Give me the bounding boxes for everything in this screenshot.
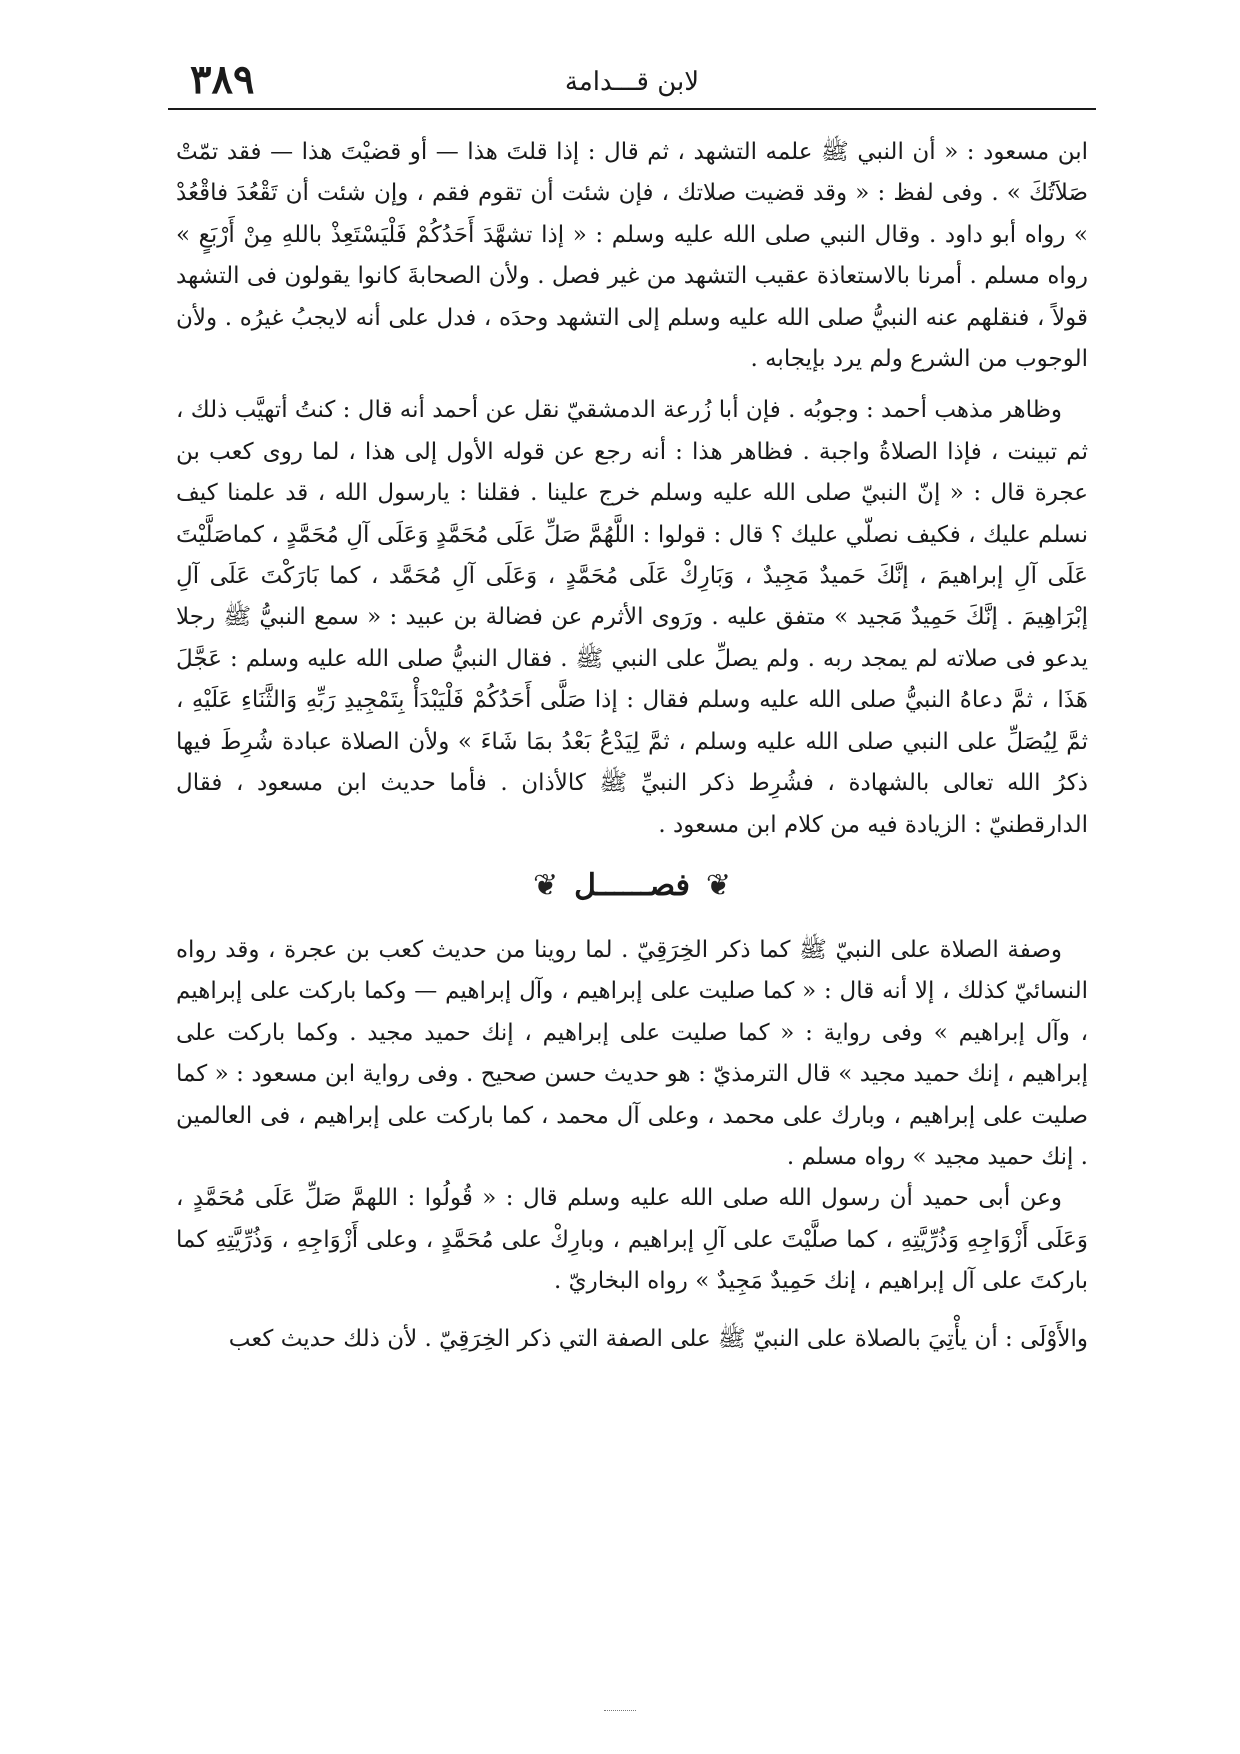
page-header (168, 52, 1096, 108)
paragraph: ابن مسعود : « أن النبي ﷺ علمه التشهد ، ثم قال : إذا قلتَ هذا — أو قضيْتَ هذا — فقد تمّتْ صَلاَتُكَ » . وفى لفظ : « وقد قضيت صلاتك ، فإن شئت أن تقوم فقم ، وإن شئت أن تَقْعُدَ فاقْعُدْ » رواه أبو داود . وقال النبي صلى الله عليه وسلم : « إذا تشهَّدَ أَحَدُكُمْ فَلْيَسْتَعِذْ باللهِ مِنْ أَرْبَعٍ » رواه مسلم . أمرنا بالاستعاذة عقيب التشهد من غير فصل . ولأن الصحابةَ كانوا يقولون فى التشهد قولاً ، فنقلهم عنه النبيُّ صلى الله عليه وسلم إلى التشهد وحدَه ، فدل على أنه لايجبُ غيرُه . ولأن الوجوب من الشرع ولم يرد بإيجابه . (176, 139, 1088, 373)
section-heading (176, 854, 1088, 918)
ornament-icon: ❦ (532, 868, 559, 904)
section-title: فصــــــل (574, 868, 690, 904)
paragraph: وظاهر مذهب أحمد : وجوبُه . فإن أبا زُرعة الدمشقيّ نقل عن أحمد أنه قال : كنتُ أتهيَّب ذلك ، ثم تبينت ، فإذا الصلاةُ واجبة . فظاهر هذا : أنه رجع عن قوله الأول إلى هذا ، لما روى كعب بن عجرة قال : « إنّ النبيّ صلى الله عليه وسلم خرج علينا . فقلنا : يارسول الله ، قد علمنا كيف نسلم عليك ، فكيف نصلّي عليك ؟ قال : قولوا : اللَّهُمَّ صَلِّ عَلَى مُحَمَّدٍ وَعَلَى آلِ مُحَمَّدٍ ، كماصَلَّيْتَ عَلَى آلِ إبراهيمَ ، إنَّكَ حَميدٌ مَجِيدٌ ، وَبَارِكْ عَلَى مُحَمَّدٍ ، وَعَلَى آلِ مُحَمَّد ، كما بَارَكْتَ عَلَى آلِ إبْرَاهِيمَ . إنَّكَ حَمِيدٌ مَجيد » متفق عليه . ورَوى الأثرم عن فضالة بن عبيد : « سمع النبيُّ ﷺ رجلا يدعو فى صلاته لم يمجد ربه . ولم يصلِّ على النبي ﷺ . فقال النبيُّ صلى الله عليه وسلم : عَجَّلَ هَذَا ، ثمَّ دعاهُ النبيُّ صلى الله عليه وسلم فقال : إذا صَلَّى أَحَدُكُمْ فَلْيَبْدَأْ بِتَمْجِيدِ رَبِّهِ وَالثَّنَاءِ عَلَيْهِ ، ثمَّ لِيُصَلِّ على النبي صلى الله عليه وسلم ، ثمَّ لِيَدْعُ بَعْدُ بمَا شَاءَ » ولأن الصلاة عبادة شُرِطَ فيها ذكرُ الله تعالى بالشهادة ، فشُرِط ذكر النبيِّ ﷺ كالأذان . فأما حديث ابن مسعود ، فقال الدارقطنيّ : الزيادة فيه من كلام ابن مسعود . (176, 397, 1088, 838)
paragraph: وصفة الصلاة على النبيّ ﷺ كما ذكر الخِرَقِيّ . لما روينا من حديث كعب بن عجرة ، وقد رواه النسائيّ كذلك ، إلا أنه قال : « كما صليت على إبراهيم ، وآل إبراهيم — وكما باركت على إبراهيم ، وآل إبراهيم » وفى رواية : « كما صليت على إبراهيم ، إنك حميد مجيد . وكما باركت على إبراهيم ، إنك حميد مجيد » قال الترمذيّ : هو حديث حسن صحيح . وفى رواية ابن مسعود : « كما صليت على إبراهيم ، وبارك على محمد ، وعلى آل محمد ، كما باركت على إبراهيم ، فى العالمين . إنك حميد مجيد » رواه مسلم . (176, 936, 1088, 1170)
paragraph: والأَوْلَى : أن يأْتِيَ بالصلاة على النبيّ ﷺ على الصفة التي ذكر الخِرَقِيّ . لأن ذلك حديث كعب (228, 1325, 1088, 1352)
page-body (176, 132, 1088, 1677)
running-title: لابن قـــدامة (564, 67, 700, 97)
page-number: ٣٨٩ (190, 56, 255, 103)
footer-mark (604, 1710, 636, 1711)
header-rule (168, 108, 1096, 110)
ornament-icon: ❦ (705, 868, 732, 904)
paragraph: وعن أبى حميد أن رسول الله صلى الله عليه وسلم قال : « قُولُوا : اللهمَّ صَلِّ عَلَى مُحَمَّدٍ ، وَعَلَى أَزْوَاجِهِ وَذُرِّيَّتِهِ ، كما صلَّيْتَ على آلِ إبراهيم ، وبارِكْ على مُحَمَّدٍ ، وعلى أَزْوَاجِهِ ، وَذُرِّيَّتِهِ كما باركتَ على آل إبراهيم ، إنك حَمِيدٌ مَجِيدٌ » رواه البخاريّ . (176, 1185, 1088, 1295)
